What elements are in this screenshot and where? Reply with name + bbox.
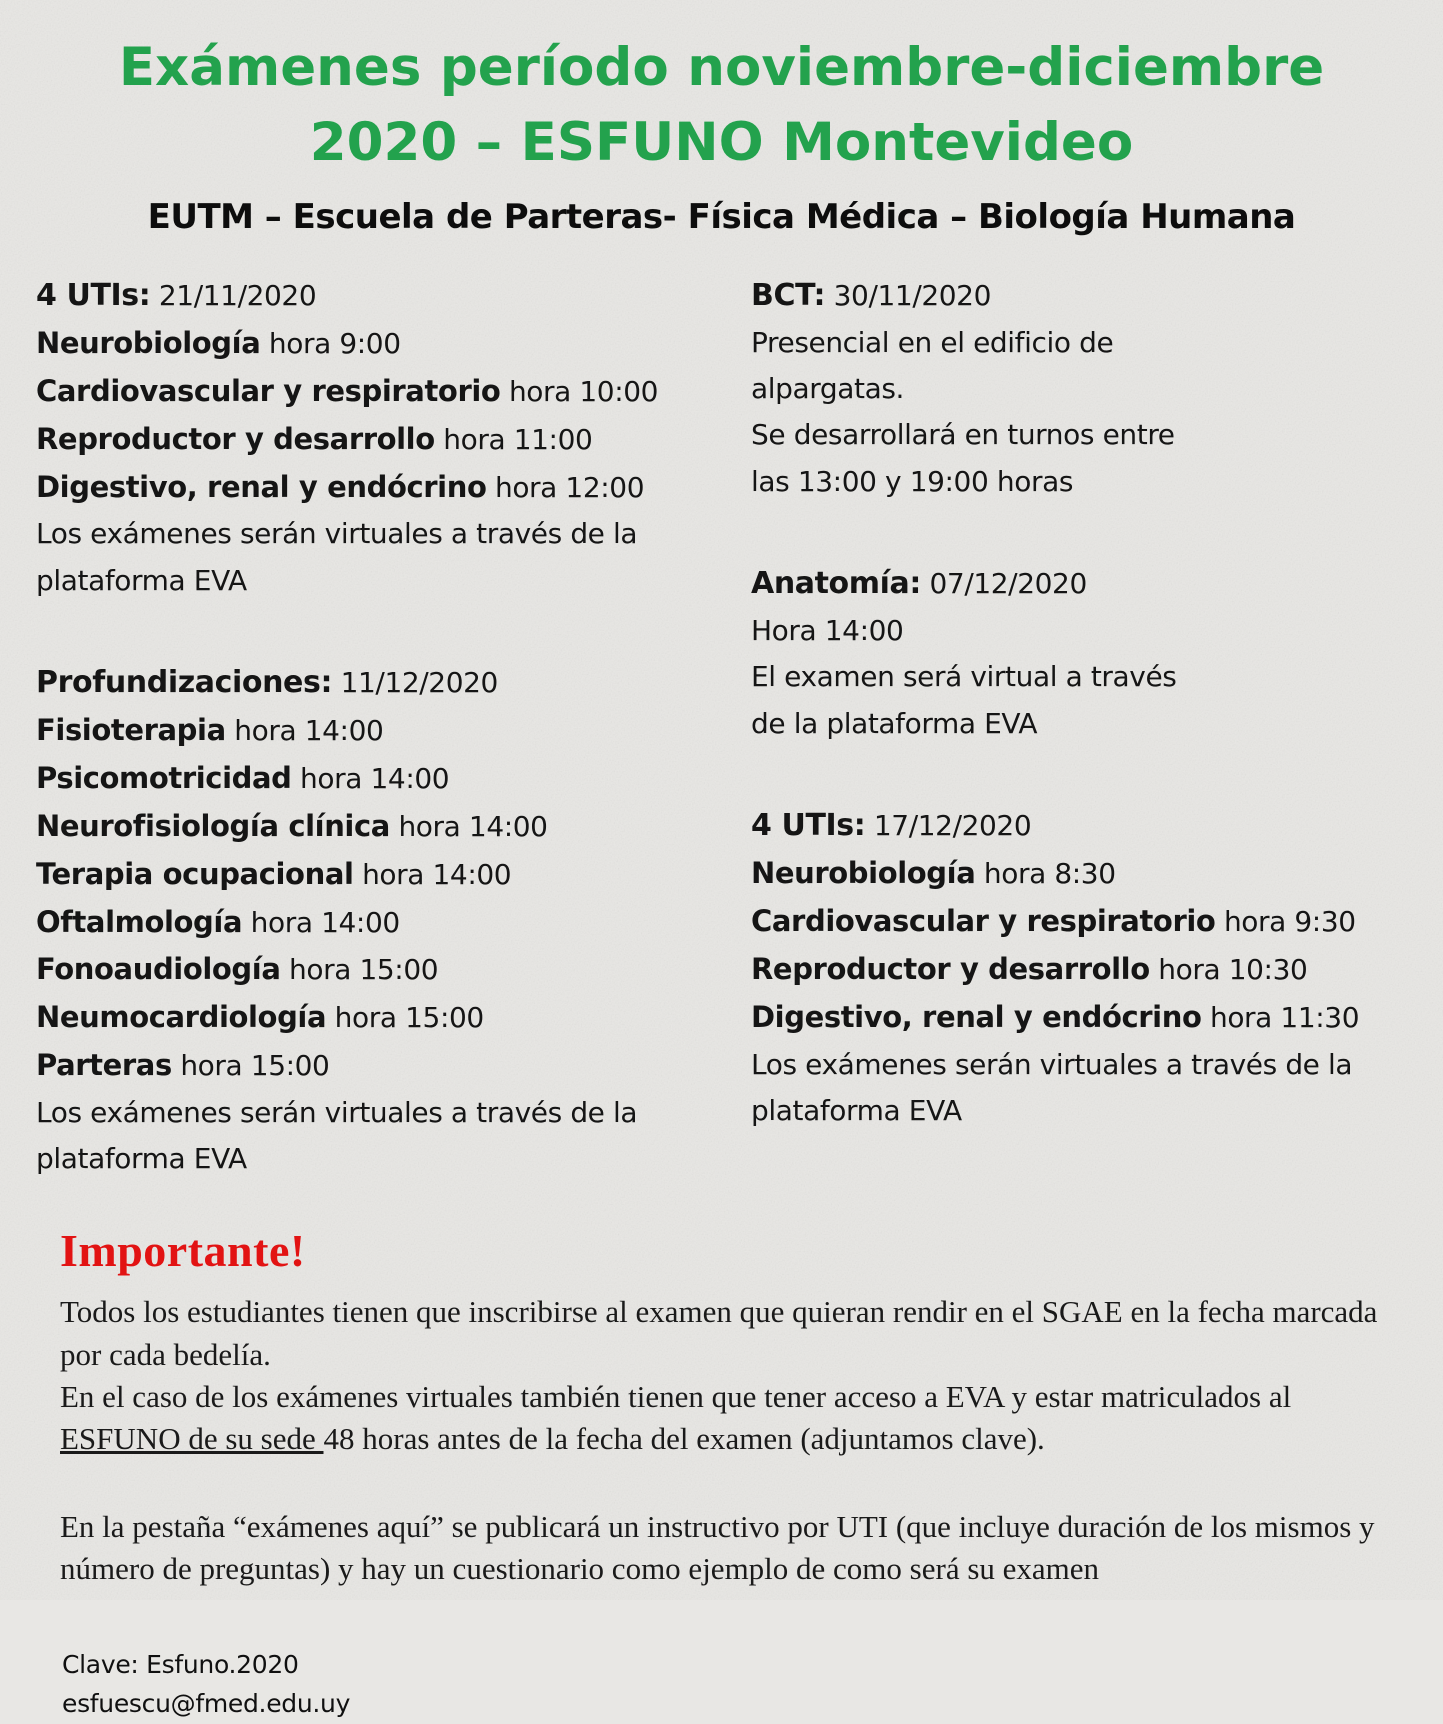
section-date: 17/12/2020 [873, 808, 1032, 842]
page-subtitle: EUTM – Escuela de Parteras- Física Médica – Biología Humana [147, 196, 1296, 237]
section-profundizaciones [36, 658, 746, 1183]
exam-time: hora 15:00 [289, 953, 439, 987]
exam-time: hora 15:00 [180, 1049, 330, 1083]
exam-item [36, 368, 746, 416]
exam-time: hora 9:00 [268, 327, 401, 360]
section-detail: Presencial en el edificio de alpargatas. [751, 326, 1114, 406]
exam-time: hora 10:00 [508, 374, 659, 408]
section-heading [36, 658, 746, 708]
section-note: Los exámenes serán virtuales a través de la plataforma EVA [751, 1047, 1353, 1127]
exam-name: Cardiovascular y respiratorio [36, 373, 501, 408]
exam-time: hora 14:00 [300, 762, 450, 796]
exam-item [36, 320, 746, 368]
exam-time: hora 9:30 [1223, 905, 1356, 939]
exam-time: hora 10:30 [1158, 953, 1308, 986]
section-date: 11/12/2020 [340, 665, 498, 699]
exam-time: hora 14:00 [362, 857, 512, 891]
exam-name: Neurobiología [751, 856, 976, 891]
important-paragraph-2-post: 48 horas antes de la fecha del examen (adjuntamos clave). [323, 1420, 1045, 1456]
exam-name: Reproductor y desarrollo [36, 421, 435, 456]
schedule-column-right [746, 271, 1443, 1183]
section-date: 21/11/2020 [158, 278, 317, 312]
exam-item [36, 851, 746, 899]
exam-item [36, 1042, 746, 1090]
exam-time: hora 8:30 [983, 857, 1116, 891]
important-heading: Importante! [60, 1225, 306, 1277]
exam-item [751, 946, 1443, 994]
exam-name: Neurofisiología clínica [36, 808, 390, 843]
exam-item [36, 946, 746, 994]
exam-item [751, 898, 1443, 946]
exam-name: Fisioterapia [36, 713, 226, 748]
exam-name: Neumocardiología [36, 1000, 327, 1035]
exam-time: hora 14:00 [234, 714, 384, 748]
exam-time: hora 15:00 [334, 1001, 484, 1035]
exam-name: Psicomotricidad [36, 761, 292, 796]
important-paragraph-2-underlined: ESFUNO de su sede [60, 1420, 324, 1456]
exam-name: Fonoaudiología [36, 952, 281, 987]
section-heading [751, 271, 1206, 321]
section-title: 4 UTIs: [36, 277, 151, 313]
page-title-line-1: Exámenes período noviembre-diciembre [118, 37, 1325, 98]
exam-name: Parteras [36, 1048, 172, 1083]
exam-name: Digestivo, renal y endócrino [36, 469, 487, 504]
important-paragraph-3: En la pestaña “exámenes aquí” se publicará un instructivo por UTI (que incluye duración de los mismos y número de preguntas) y hay un cuestionario como ejemplo de como será su examen [60, 1509, 1375, 1587]
footer [0, 1646, 1443, 1724]
page-title-line-2: 2020 – ESFUNO Montevideo [309, 112, 1134, 174]
section-heading [751, 559, 1206, 609]
exam-time: hora 14:00 [250, 905, 400, 939]
section-date: 07/12/2020 [929, 566, 1087, 600]
page-title [0, 30, 1443, 181]
footer-clave: Clave: Esfuno.2020 [62, 1650, 299, 1680]
exam-name: Neurobiología [36, 326, 261, 360]
section-detail: Hora 14:00 [751, 614, 904, 648]
exam-item [36, 994, 746, 1042]
important-paragraph-1: Todos los estudiantes tienen que inscribirse al examen que quieran rendir en el SGAE en la fecha marcada por cada bedelía. [60, 1294, 1378, 1372]
exam-item [36, 464, 746, 512]
exam-item [36, 416, 746, 464]
exam-time: hora 14:00 [398, 809, 548, 843]
section-detail: Se desarrollará en turnos entre las 13:00 y 19:00 horas [751, 418, 1175, 498]
section-title: Anatomía: [751, 565, 921, 601]
important-paragraph-2 [60, 1376, 1388, 1460]
section-note: Los exámenes serán virtuales a través de la plataforma EVA [36, 517, 638, 597]
footer-email: esfuescu@fmed.edu.uy [62, 1689, 351, 1719]
important-section [0, 1224, 1443, 1590]
exam-name: Reproductor y desarrollo [751, 952, 1150, 986]
section-title: BCT: [751, 277, 826, 313]
exam-item [36, 755, 746, 803]
exam-item [751, 850, 1443, 898]
schedule-column-left [36, 271, 746, 1183]
schedule-columns [0, 271, 1443, 1183]
section-heading [751, 801, 1443, 851]
exam-name: Cardiovascular y respiratorio [751, 904, 1216, 939]
section-note: Los exámenes serán virtuales a través de la plataforma EVA [36, 1096, 638, 1176]
exam-item [36, 707, 746, 755]
section-detail: El examen será virtual a través de la plataforma EVA [751, 660, 1177, 740]
exam-item [36, 899, 746, 947]
exam-item [36, 803, 746, 851]
section-4utis-21-11 [36, 271, 746, 604]
section-4utis-17-12 [751, 801, 1443, 1134]
exam-time: hora 11:30 [1209, 1000, 1360, 1034]
section-date: 30/11/2020 [833, 278, 992, 312]
section-heading [36, 271, 746, 321]
exam-name: Oftalmología [36, 904, 243, 939]
section-bct [751, 271, 1443, 505]
exam-item [751, 994, 1443, 1042]
exam-time: hora 11:00 [443, 422, 593, 456]
section-anatomia [751, 559, 1443, 747]
exam-name: Digestivo, renal y endócrino [751, 999, 1202, 1034]
section-title: Profundizaciones: [36, 664, 333, 700]
exam-name: Terapia ocupacional [36, 856, 354, 891]
section-title: 4 UTIs: [751, 807, 866, 843]
exam-time: hora 12:00 [494, 470, 645, 504]
important-paragraph-2-pre: En el caso de los exámenes virtuales también tienen que tener acceso a EVA y estar matriculados al [60, 1378, 1292, 1414]
